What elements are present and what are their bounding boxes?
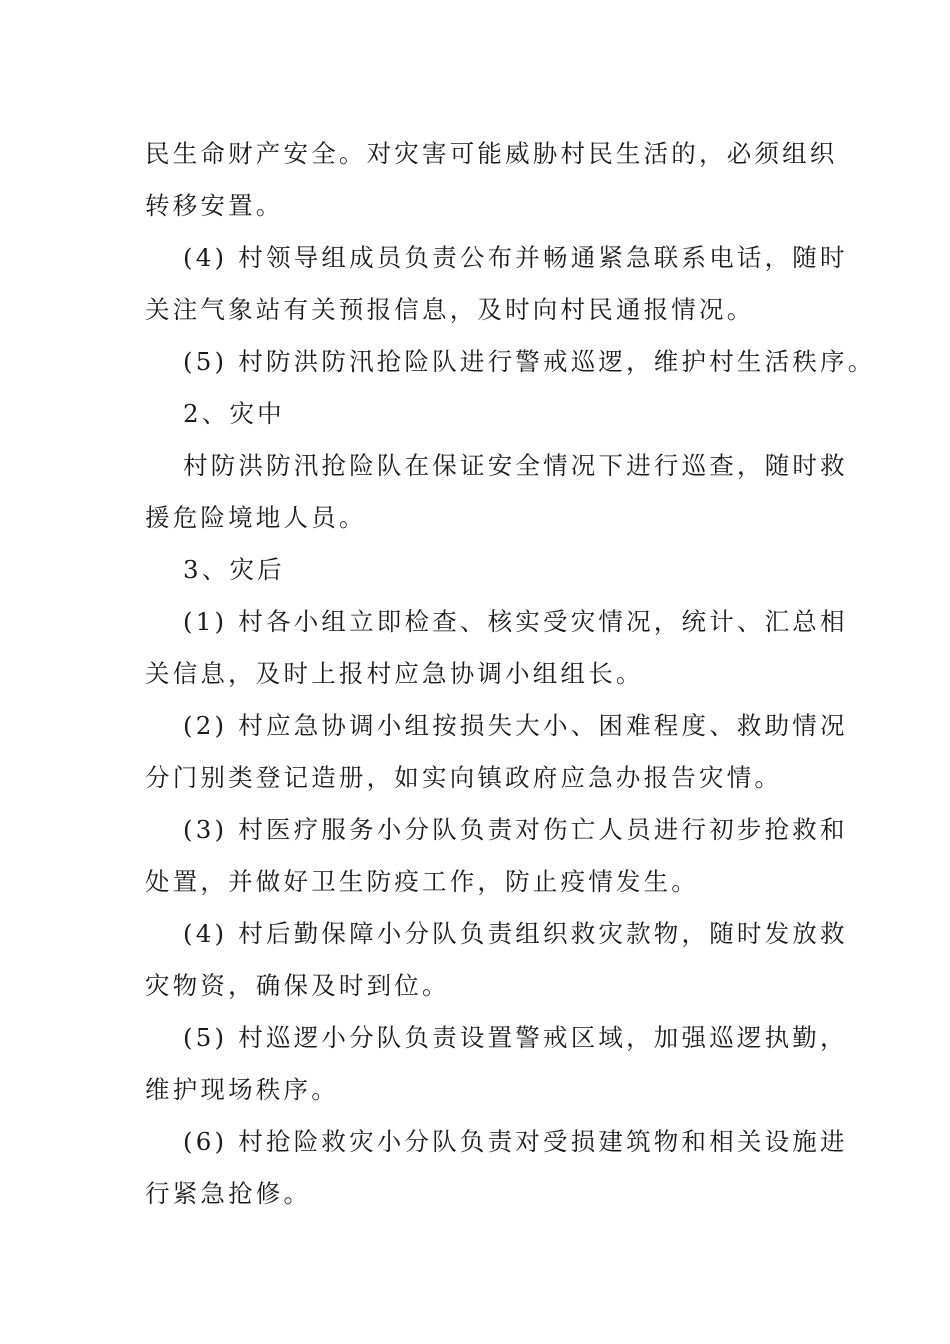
text-line: (4) 村领导组成员负责公布并畅通紧急联系电话，随时 [183,243,848,272]
text-line: 行紧急抢修。 [145,1179,312,1208]
section-heading-after [145,544,825,596]
text-line: 民生命财产安全。对灾害可能威胁村民生活的，必须组织 [145,139,838,168]
text-line: (3) 村医疗服务小分队负责对伤亡人员进行初步抢救和 [183,815,848,844]
paragraph-during [145,440,848,544]
paragraph-after-5 [145,1012,848,1116]
text-line: 2、灾中 [183,399,285,428]
text-line: 分门别类登记造册，如实向镇政府应急办报告灾情。 [145,763,783,792]
text-line: (6) 村抢险救灾小分队负责对受损建筑物和相关设施进 [183,1127,848,1156]
paragraph-after-3 [145,804,848,908]
text-line: 援危险境地人员。 [145,503,367,532]
paragraph-continuation [145,128,838,232]
text-line: 关注气象站有关预报信息，及时向村民通报情况。 [145,295,755,324]
text-line: 处置，并做好卫生防疫工作，防止疫情发生。 [145,867,699,896]
text-line: (5) 村巡逻小分队负责设置警戒区域，加强巡逻执勤， [183,1023,848,1052]
paragraph-after-4 [145,908,848,1012]
text-line: (2) 村应急协调小组按损失大小、困难程度、救助情况 [183,711,848,740]
text-line: (4) 村后勤保障小分队负责组织救灾款物，随时发放救 [183,919,848,948]
text-line: 村防洪防汛抢险队在保证安全情况下进行巡查，随时救 [183,451,848,480]
text-line: (5) 村防洪防汛抢险队进行警戒巡逻，维护村生活秩序。 [183,347,876,376]
paragraph-item-5 [145,336,876,388]
text-line: 3、灾后 [183,555,285,584]
text-line: 灾物资，确保及时到位。 [145,971,450,1000]
paragraph-after-1 [145,596,848,700]
text-line: 转移安置。 [145,191,284,220]
text-line: 关信息，及时上报村应急协调小组组长。 [145,659,644,688]
paragraph-item-4 [145,232,848,336]
section-heading-during [145,388,825,440]
paragraph-after-2 [145,700,848,804]
paragraph-after-6 [145,1116,848,1220]
document-body [145,128,876,1220]
text-line: 维护现场秩序。 [145,1075,339,1104]
text-line: (1) 村各小组立即检查、核实受灾情况，统计、汇总相 [183,607,848,636]
